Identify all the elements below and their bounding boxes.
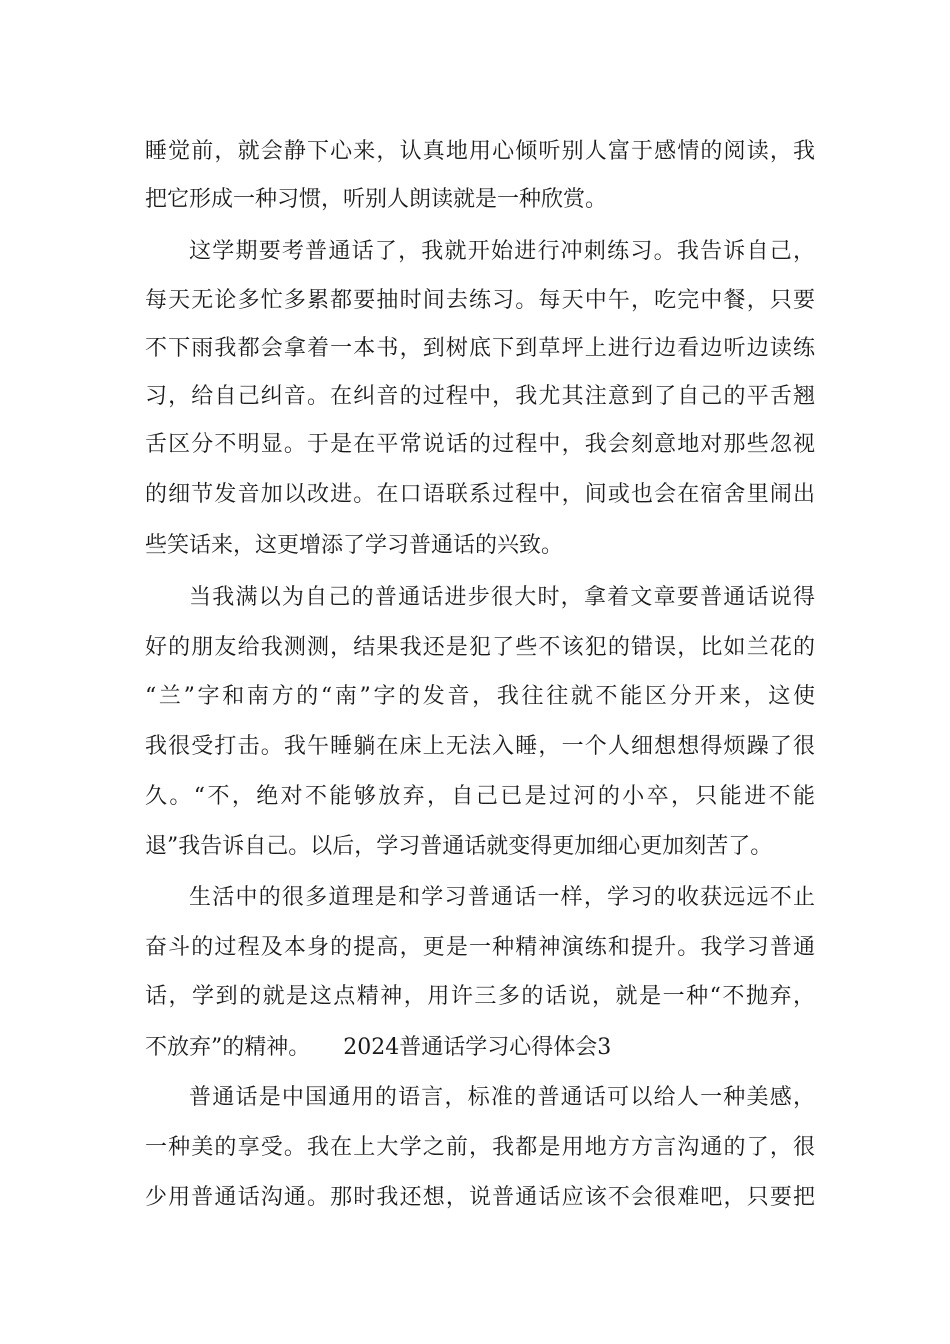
- text-line: 舌区分不明显。于是在平常说话的过程中，我会刻意地对那些忽视: [145, 432, 815, 457]
- text-line: 的细节发音加以改进。在口语联系过程中，间或也会在宿舍里闹出: [145, 482, 815, 507]
- text-line: 把它形成一种习惯，听别人朗读就是一种欣赏。: [145, 187, 608, 212]
- text-line: 话，学到的就是这点精神，用许三多的话说，就是一种“不抛弃，: [145, 984, 815, 1009]
- paragraph-start-line: 这学期要考普通话了，我就开始进行冲刺练习。我告诉自己，: [189, 239, 815, 264]
- text-line: 每天无论多忙多累都要抽时间去练习。每天中午，吃完中餐，只要: [145, 288, 815, 313]
- text-line: 些笑话来，这更增添了学习普通话的兴致。: [145, 533, 564, 558]
- paragraph-start-line: 生活中的很多道理是和学习普通话一样，学习的收获远远不止: [189, 885, 815, 910]
- text-line: 我很受打击。我午睡躺在床上无法入睡，一个人细想想得烦躁了很: [145, 734, 815, 759]
- text-line-with-heading: 不放弃”的精神。 2024普通话学习心得体会3: [145, 1035, 612, 1060]
- text-line: 退”我告诉自己。以后，学习普通话就变得更加细心更加刻苦了。: [145, 834, 773, 859]
- paragraph-start-line: 普通话是中国通用的语言，标准的普通话可以给人一种美感，: [189, 1085, 815, 1110]
- text-line: “兰”字和南方的“南”字的发音，我往往就不能区分开来，这使: [145, 684, 815, 709]
- text-line: 久。“不，绝对不能够放弃，自己已是过河的小卒，只能进不能: [145, 784, 815, 809]
- text-line: 好的朋友给我测测，结果我还是犯了些不该犯的错误，比如兰花的: [145, 635, 815, 660]
- text-line: 习，给自己纠音。在纠音的过程中，我尤其注意到了自己的平舌翘: [145, 384, 815, 409]
- text-line: 少用普通话沟通。那时我还想，说普通话应该不会很难吧，只要把: [145, 1185, 815, 1210]
- text-line: 不下雨我都会拿着一本书，到树底下到草坪上进行边看边听边读练: [145, 336, 815, 361]
- text-line: 睡觉前，就会静下心来，认真地用心倾听别人富于感情的阅读，我: [145, 139, 815, 164]
- text-line: 奋斗的过程及本身的提高，更是一种精神演练和提升。我学习普通: [145, 935, 815, 960]
- paragraph-start-line: 当我满以为自己的普通话进步很大时，拿着文章要普通话说得: [189, 585, 815, 610]
- text-line: 一种美的享受。我在上大学之前，我都是用地方方言沟通的了，很: [145, 1135, 815, 1160]
